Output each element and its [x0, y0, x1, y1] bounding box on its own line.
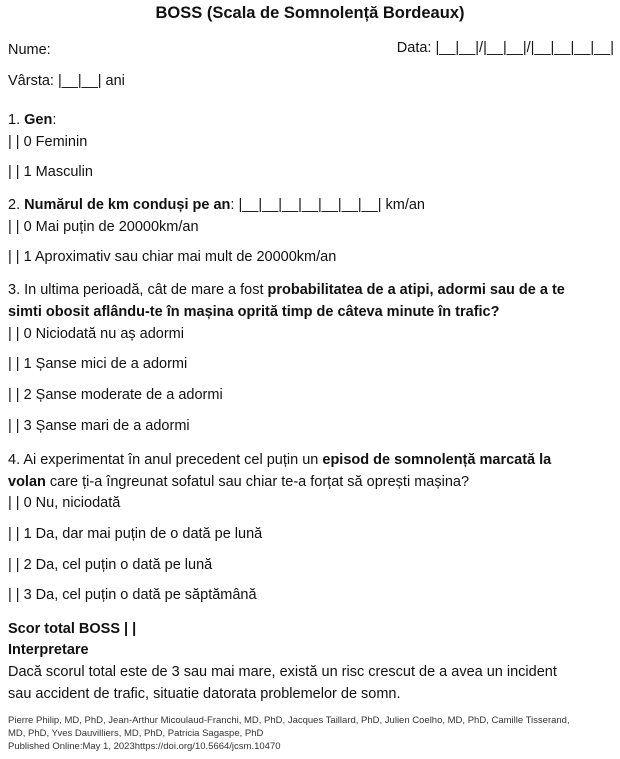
question-4-emphasis: episod de somnolență marcată la	[322, 452, 552, 468]
question-1	[8, 110, 56, 130]
question-3-text: 3. In ultima perioadă, cât de mare a fost	[8, 282, 268, 298]
question-2-title: Numărul de km conduși pe an	[24, 197, 231, 213]
total-score-field[interactable]: Scor total BOSS | |	[8, 621, 137, 637]
q4-option-3[interactable]: | | 3 Da, cel puțin o dată pe săptămână	[8, 587, 257, 603]
credits-publication: Published Online:May 1, 2023https://doi.org/10.5664/jcsm.10470	[8, 741, 281, 752]
q3-option-0[interactable]: | | 0 Niciodată nu aș adormi	[8, 326, 184, 342]
age-field: Vârsta: |__|__| ani	[8, 73, 125, 89]
question-2-number: 2.	[8, 197, 25, 213]
question-4-line-2	[8, 472, 469, 492]
q3-option-3[interactable]: | | 3 Șanse mari de a adormi	[8, 418, 190, 434]
q2-option-1[interactable]: | | 1 Aproximativ sau chiar mai mult de 20000km/an	[8, 249, 337, 265]
interpretation-heading: Interpretare	[8, 642, 89, 658]
q3-option-2[interactable]: | | 2 Șanse moderate de a adormi	[8, 387, 223, 403]
question-3-line-1	[8, 280, 565, 300]
question-1-number: 1.	[8, 112, 25, 128]
question-3-emphasis-2: simti obosit aflându-te în mașina oprită timp de câteva minute în trafic?	[8, 304, 500, 320]
question-2-km-field: : |__|__|__|__|__|__|__| km/an	[230, 197, 425, 213]
question-1-title: Gen	[24, 112, 53, 128]
q4-option-1[interactable]: | | 1 Da, dar mai puțin de o dată pe lună	[8, 526, 263, 542]
question-4-line-1	[8, 450, 551, 470]
q4-option-2[interactable]: | | 2 Da, cel puțin o dată pe lună	[8, 557, 213, 573]
question-4-text: 4. Ai experimentat în anul precedent cel puțin un	[8, 452, 323, 468]
credits-authors-2: MD, PhD, Yves Dauvilliers, MD, PhD, Patricia Sagaspe, PhD	[8, 728, 264, 739]
page-title: BOSS (Scala de Somnolență Bordeaux)	[155, 4, 465, 22]
q3-option-1[interactable]: | | 1 Șanse mici de a adormi	[8, 356, 188, 372]
credits-authors-1: Pierre Philip, MD, PhD, Jean-Arthur Micoulaud-Franchi, MD, PhD, Jacques Taillard, PhD, Julien Coelho, MD, PhD, Camille Tisserand,	[8, 715, 570, 726]
name-field-label: Nume:	[8, 42, 51, 58]
q4-option-0[interactable]: | | 0 Nu, niciodată	[8, 495, 121, 511]
q1-option-0[interactable]: | | 0 Feminin	[8, 134, 88, 150]
interpretation-text-1: Dacă scorul total este de 3 sau mai mare, există un risc crescut de a avea un incident	[8, 664, 557, 680]
q1-option-1[interactable]: | | 1 Masculin	[8, 164, 93, 180]
question-4-emphasis-2: volan	[8, 474, 46, 490]
interpretation-text-2: sau accident de trafic, situatie datorata problemelor de somn.	[8, 686, 401, 702]
question-3-line-2	[8, 302, 499, 322]
date-field: Data: |__|__|/|__|__|/|__|__|__|__|	[396, 40, 614, 56]
question-2	[8, 195, 425, 215]
question-1-colon: :	[52, 112, 57, 128]
question-4-text-2: care ți-a îngreunat sofatul sau chiar te-a forțat să oprești mașina?	[45, 474, 470, 490]
q2-option-0[interactable]: | | 0 Mai puțin de 20000km/an	[8, 219, 199, 235]
question-3-emphasis: probabilitatea de a atipi, adormi sau de a te	[267, 282, 565, 298]
